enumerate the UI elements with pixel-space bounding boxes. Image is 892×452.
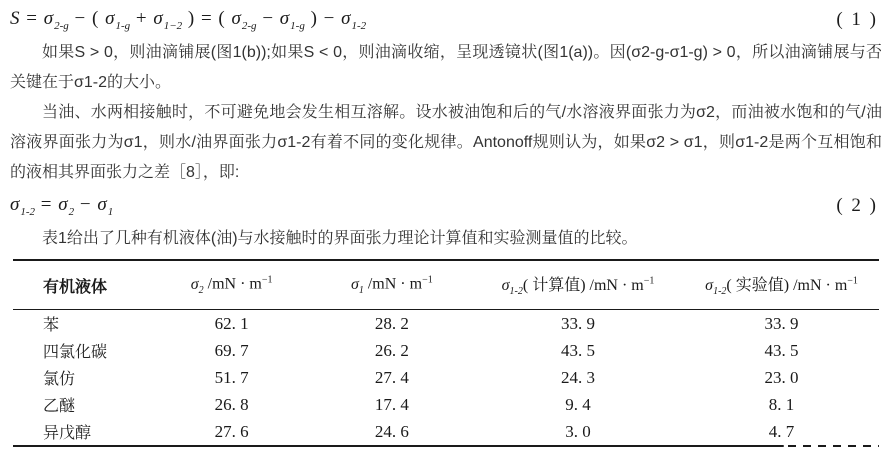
paragraph-spreading-condition: 如果S > 0，则油滴铺展(图1(b));如果S < 0，则油滴收缩，呈现透镜状(图1(a))。因(σ2-g-σ1-g) > 0，所以油滴铺展与否关键在于σ1-2的大小。 [10, 44, 882, 91]
interfacial-tension-table-wrap [13, 259, 879, 447]
liquid-name-cell: 乙醚 [43, 398, 76, 415]
table-bottom-rule [13, 445, 879, 447]
value-cell: 4. 7 [768, 421, 795, 441]
equation-2-number: ( 2 ) [836, 195, 878, 216]
column-header-organic-liquid: 有机液体 [13, 260, 152, 310]
table-row [13, 364, 879, 391]
value-cell: 3. 0 [565, 421, 591, 441]
equation-1-number: ( 1 ) [836, 9, 878, 30]
table-intro-text: 表1给出了几种有机液体(油)与水接触时的界面张力理论计算值和实验测量值的比较。 [42, 230, 638, 247]
value-cell: 28. 2 [374, 313, 409, 333]
value-cell: 26. 2 [374, 340, 409, 360]
column-header-sigma2: $\sigma_2$ $/mN \cdot m^{-1}$ [152, 260, 312, 310]
value-cell: 69. 7 [214, 340, 249, 360]
liquid-name-cell: 苯 [43, 317, 60, 334]
value-cell: 17. 4 [374, 394, 409, 414]
value-cell: 27. 6 [214, 421, 249, 441]
paragraph-antonoff-rule: 当油、水两相接触时，不可避免地会发生相互溶解。设水被油饱和后的气/水溶液界面张力为σ2，而油被水饱和的气/油溶液界面张力为σ1，则水/油界面张力σ1-2有着不同的变化规律。Antonoff规则认为，如果σ2 > σ1，则σ1-2是两个互相饱和的液相其界面张力之差［8］，即: [10, 104, 882, 181]
column-header-sigma1: $\sigma_1$ $/mN \cdot m^{-1}$ [312, 260, 472, 310]
value-cell: 33. 9 [764, 313, 799, 333]
value-cell: 51. 7 [214, 367, 249, 387]
table-row [13, 391, 879, 418]
table-body [13, 310, 879, 446]
table-header-row [13, 260, 879, 310]
liquid-name-cell: 四氯化碳 [43, 344, 108, 361]
table-row [13, 310, 879, 338]
liquid-name-cell: 氯仿 [43, 371, 76, 388]
table-row [13, 337, 879, 364]
column-header-sigma12-calculated: $\sigma_{1-2}$( 计算值) $/mN \cdot m^{-1}$ [472, 260, 684, 310]
value-cell: 43. 5 [561, 340, 596, 360]
value-cell: 24. 6 [374, 421, 409, 441]
value-cell: 9. 4 [565, 394, 591, 414]
equation-2-row [10, 188, 882, 224]
value-cell: 26. 8 [214, 394, 249, 414]
equation-1: $S = \sigma_{2-g}$ − ( $\sigma_{1-g} + \sigma_{1-2}$ ) = ( $\sigma_{2-g} - \sigma_{1-g}$ ) − $\sigma_{1-2}$ [10, 8, 367, 32]
table-row [13, 418, 879, 445]
liquid-name-cell: 异戊醇 [43, 425, 92, 442]
equation-2: $\sigma_{1-2} = \sigma_2 - \sigma_1$ [10, 194, 114, 218]
value-cell: 62. 1 [214, 313, 249, 333]
value-cell: 43. 5 [764, 340, 799, 360]
column-header-sigma12-experimental: $\sigma_{1-2}$( 实验值) $/mN \cdot m^{-1}$ [684, 260, 879, 310]
value-cell: 27. 4 [374, 367, 409, 387]
interfacial-tension-table [13, 259, 879, 445]
value-cell: 33. 9 [561, 313, 596, 333]
value-cell: 23. 0 [764, 367, 799, 387]
equation-1-row [10, 2, 882, 38]
value-cell: 24. 3 [561, 367, 596, 387]
value-cell: 8. 1 [768, 394, 795, 414]
